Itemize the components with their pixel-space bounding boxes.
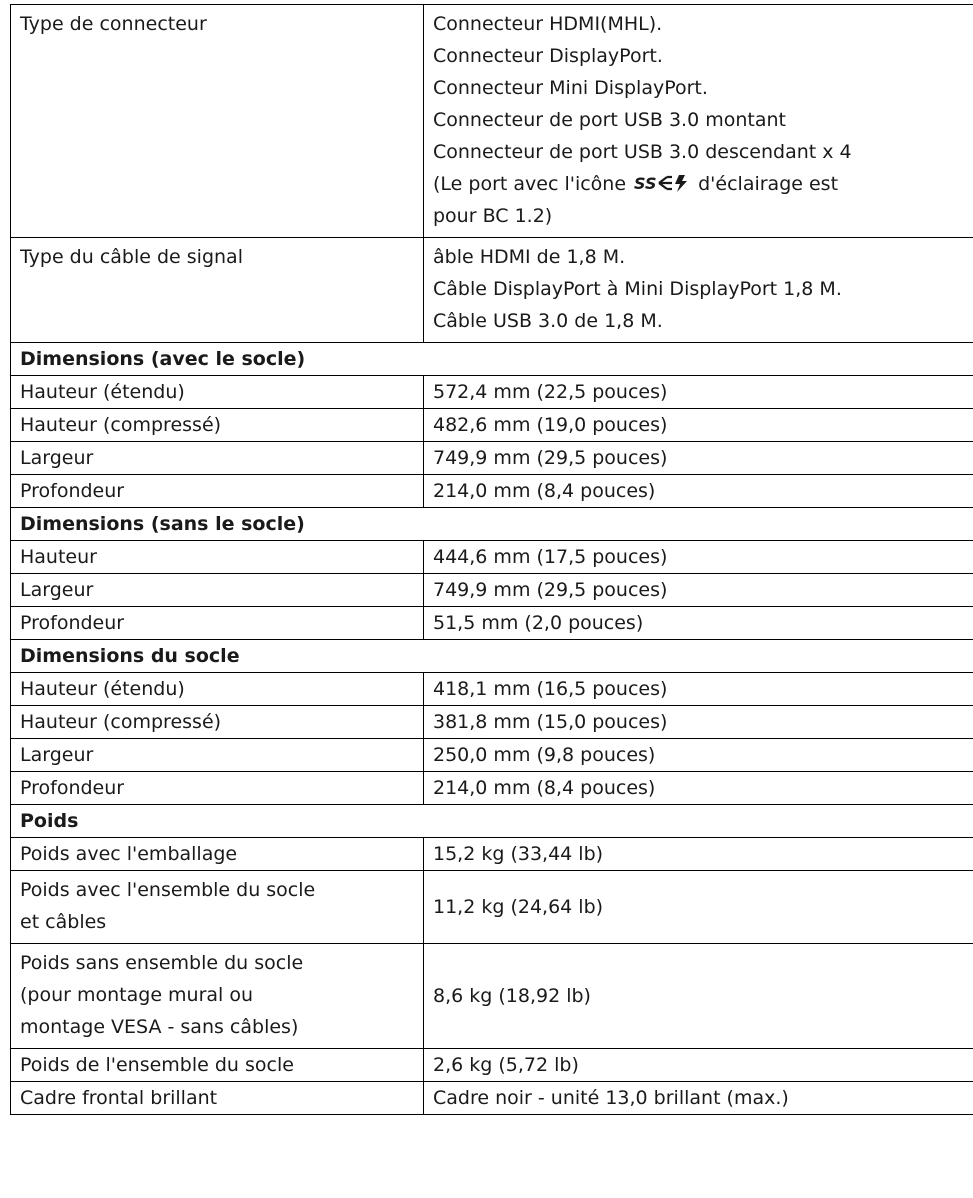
label-line: montage VESA - sans câbles) (20, 1016, 299, 1038)
table-row (11, 238, 973, 343)
row-value (424, 5, 973, 238)
row-value: 214,0 mm (8,4 pouces) (424, 772, 973, 805)
value-line: Connecteur de port USB 3.0 montant (433, 109, 786, 131)
table-row (11, 475, 973, 508)
label-line: Poids avec l'ensemble du socle (20, 879, 316, 901)
row-label: Hauteur (compressé) (11, 409, 424, 442)
note-text: d'éclairage est (698, 173, 839, 195)
value-line: Connecteur de port USB 3.0 descendant x 4 (433, 141, 852, 163)
table-row (11, 739, 973, 772)
row-label: Hauteur (11, 541, 424, 574)
table-row (11, 5, 973, 238)
section-header: Dimensions (avec le socle) (11, 343, 973, 376)
row-value: 214,0 mm (8,4 pouces) (424, 475, 973, 508)
label-line: Poids sans ensemble du socle (20, 952, 304, 974)
row-label: Poids de l'ensemble du socle (11, 1049, 424, 1082)
specifications-table (10, 4, 973, 1115)
label-text: Type du câble de signal (20, 246, 243, 268)
row-label: Largeur (11, 442, 424, 475)
usb-superspeed-charging-icon (634, 173, 690, 193)
section-header-row (11, 508, 973, 541)
table-row (11, 772, 973, 805)
row-label (11, 238, 424, 343)
table-row (11, 944, 973, 1049)
svg-text:SS: SS (634, 174, 657, 193)
table-row (11, 376, 973, 409)
row-label: Cadre frontal brillant (11, 1082, 424, 1115)
row-value: 51,5 mm (2,0 pouces) (424, 607, 973, 640)
table-row (11, 607, 973, 640)
row-value: 8,6 kg (18,92 lb) (424, 944, 973, 1049)
value-line: pour BC 1.2) (433, 205, 553, 227)
row-value: 2,6 kg (5,72 lb) (424, 1049, 973, 1082)
row-value: 381,8 mm (15,0 pouces) (424, 706, 973, 739)
row-label (11, 871, 424, 944)
row-value: 749,9 mm (29,5 pouces) (424, 574, 973, 607)
row-value: 444,6 mm (17,5 pouces) (424, 541, 973, 574)
row-label: Poids avec l'emballage (11, 838, 424, 871)
table-row (11, 706, 973, 739)
label-line: et câbles (20, 911, 107, 933)
row-value: 15,2 kg (33,44 lb) (424, 838, 973, 871)
row-value: Cadre noir - unité 13,0 brillant (max.) (424, 1082, 973, 1115)
label-text: Type de connecteur (20, 13, 207, 35)
row-value: 418,1 mm (16,5 pouces) (424, 673, 973, 706)
table-row (11, 574, 973, 607)
row-value: 11,2 kg (24,64 lb) (424, 871, 973, 944)
table-row (11, 673, 973, 706)
row-value: 572,4 mm (22,5 pouces) (424, 376, 973, 409)
table-row (11, 871, 973, 944)
label-line: (pour montage mural ou (20, 984, 254, 1006)
value-line: Connecteur HDMI(MHL). (433, 13, 663, 35)
row-label (11, 944, 424, 1049)
section-header-row (11, 805, 973, 838)
value-line: Connecteur DisplayPort. (433, 45, 663, 67)
row-label: Profondeur (11, 772, 424, 805)
row-label (11, 5, 424, 238)
value-line: Câble USB 3.0 de 1,8 M. (433, 310, 663, 332)
table-row (11, 409, 973, 442)
table-row (11, 541, 973, 574)
table-row (11, 1049, 973, 1082)
row-label: Profondeur (11, 607, 424, 640)
row-value: 749,9 mm (29,5 pouces) (424, 442, 973, 475)
row-value: 250,0 mm (9,8 pouces) (424, 739, 973, 772)
value-line (433, 168, 973, 200)
table-row (11, 838, 973, 871)
value-line: Connecteur Mini DisplayPort. (433, 77, 708, 99)
note-text: (Le port avec l'icône (433, 173, 627, 195)
table-row (11, 1082, 973, 1115)
row-label: Profondeur (11, 475, 424, 508)
row-label: Hauteur (étendu) (11, 376, 424, 409)
section-header-row (11, 640, 973, 673)
value-line: âble HDMI de 1,8 M. (433, 246, 626, 268)
row-value: 482,6 mm (19,0 pouces) (424, 409, 973, 442)
section-header-row (11, 343, 973, 376)
row-label: Hauteur (compressé) (11, 706, 424, 739)
row-value (424, 238, 973, 343)
row-label: Largeur (11, 574, 424, 607)
section-header: Dimensions du socle (11, 640, 973, 673)
section-header: Dimensions (sans le socle) (11, 508, 973, 541)
row-label: Largeur (11, 739, 424, 772)
section-header: Poids (11, 805, 973, 838)
table-row (11, 442, 973, 475)
value-line: Câble DisplayPort à Mini DisplayPort 1,8 M. (433, 278, 842, 300)
row-label: Hauteur (étendu) (11, 673, 424, 706)
